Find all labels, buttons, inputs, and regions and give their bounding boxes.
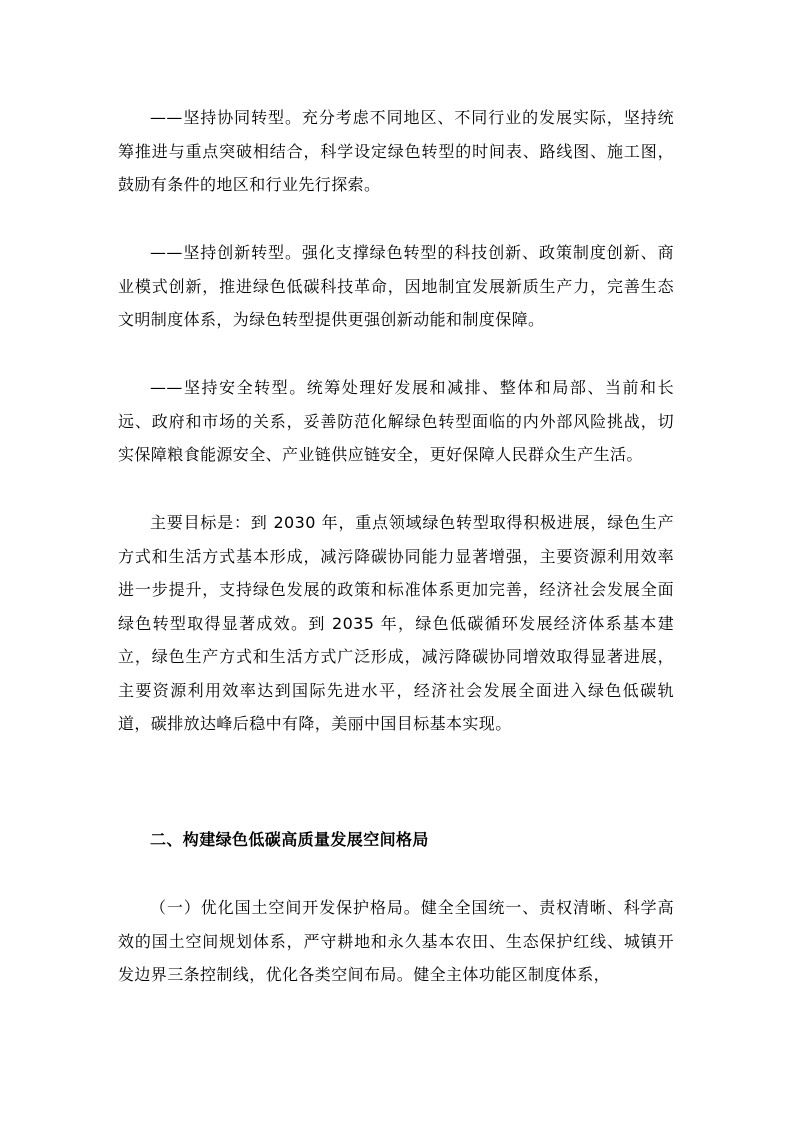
paragraph-main-goals: 主要目标是：到 2030 年，重点领域绿色转型取得积极进展，绿色生产方式和生活方式基本形成，减污降碳协同能力显著增强，主要资源利用效率进一步提升，支持绿色发展的政策和标准体系更加完善，经济社会发展全面绿色转型取得显著成效。到 2035 年，绿色低碳循环发展经济体系基本建立，绿色生产方式和生活方式广泛形成，减污降碳协同增效取得显著进展，主要资源利用效率达到国际先进水平，经济社会发展全面进入绿色低碳轨道，碳排放达峰后稳中有降，美丽中国目标基本实现。 xyxy=(118,513,674,733)
section-heading: 二、构建绿色低碳高质量发展空间格局 xyxy=(150,830,429,849)
paragraph-innovative-transition: ——坚持创新转型。强化支撑绿色转型的科技创新、政策制度创新、商业模式创新，推进绿色低碳科技革命，因地制宜发展新质生产力，完善生态文明制度体系，为绿色转型提供更强创新动能和制度保障。 xyxy=(118,243,674,329)
paragraph-safe-transition: ——坚持安全转型。统筹处理好发展和减排、整体和局部、当前和长远、政府和市场的关系，妥善防范化解绿色转型面临的内外部风险挑战，切实保障粮食能源安全、产业链供应链安全，更好保障人民群众生产生活。 xyxy=(118,378,674,464)
paragraph-coordinated-transition: ——坚持协同转型。充分考虑不同地区、不同行业的发展实际，坚持统筹推进与重点突破相结合，科学设定绿色转型的时间表、路线图、施工图，鼓励有条件的地区和行业先行探索。 xyxy=(118,108,674,194)
paragraph-spatial-protection: （一）优化国土空间开发保护格局。健全全国统一、责权清晰、科学高效的国土空间规划体系，严守耕地和永久基本农田、生态保护红线、城镇开发边界三条控制线，优化各类空间布局。健全主体功能区制度体系， xyxy=(118,898,674,984)
